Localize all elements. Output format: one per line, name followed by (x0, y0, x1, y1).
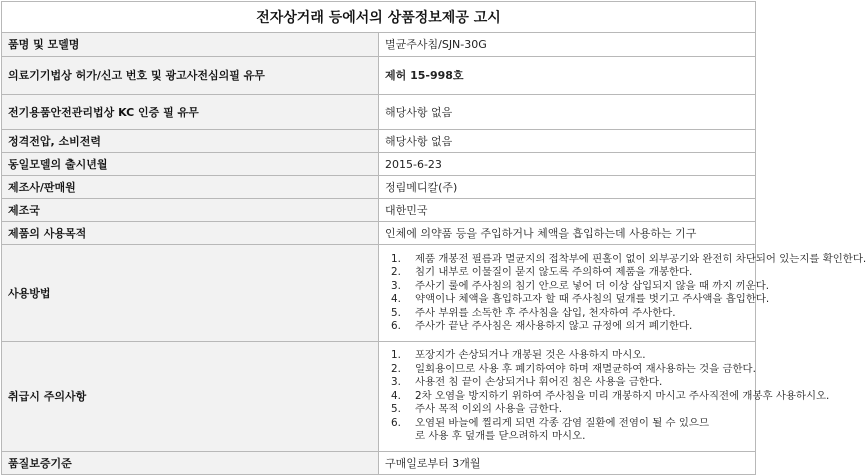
table-row (2, 130, 756, 153)
row-label: 품명 및 모델명 (2, 33, 379, 57)
row-value: 정림메디칼(주) (379, 176, 756, 199)
row-value: 대한민국 (379, 199, 756, 222)
row-label: 전기용품안전관리법상 KC 인증 필 유무 (2, 95, 379, 130)
list-item: 오염된 바늘에 찔리게 되면 각종 감염 질환에 전염이 될 수 있으므로 사용 후 덮개를 닫으려하지 마시오. (415, 416, 709, 443)
warranty-label: 품질보증기준 (2, 452, 379, 475)
list-item: 제품 개봉전 필름과 멸균지의 접착부에 핀홀이 없이 외부공기와 완전히 차단되어 있는지를 확인한다. (415, 252, 866, 265)
list-item: 사용전 침 끝이 손상되거나 휘어진 침은 사용을 금한다. (415, 376, 663, 389)
row-label: 제품의 사용목적 (2, 222, 379, 245)
list-item: 침기 내부로 이물질이 묻지 않도록 주의하여 제품을 개봉한다. (415, 266, 693, 278)
list-item: 일회용이므로 사용 후 폐기하여야 하며 재멸균하여 재사용하는 것을 금한다. (415, 362, 756, 375)
table-row (2, 95, 756, 130)
list-item: 약액이나 체액을 흡입하고자 할 때 주사침의 덮개를 벗기고 주사액을 흡입한다. (415, 293, 770, 305)
usage-instructions (379, 245, 866, 342)
list-item: 주사기 룰에 주사침의 침기 안으로 넣어 더 이상 삽입되지 않을 때 까지 끼운다. (415, 279, 770, 292)
caution-row (2, 342, 756, 452)
list-item: 포장지가 손상되거나 개봉된 것은 사용하지 마시오. (415, 349, 646, 362)
table-row (2, 33, 756, 57)
warranty-value: 구매일로부터 3개월 (379, 452, 756, 475)
title-row (2, 2, 756, 33)
table-row (2, 153, 756, 176)
row-label: 제조사/판매원 (2, 176, 379, 199)
table-row (2, 222, 756, 245)
product-info-table (1, 1, 866, 475)
row-value: 해당사항 없음 (379, 95, 756, 130)
usage-label: 사용방법 (2, 245, 379, 342)
row-value: 인체에 의약품 등을 주입하거나 체액을 흡입하는데 사용하는 기구 (379, 222, 756, 245)
usage-row (2, 245, 756, 342)
list-item: 주사 목적 이외의 사용을 금한다. (415, 403, 562, 416)
row-value: 제허 15-998호 (379, 57, 756, 95)
list-item: 주사 부위를 소독한 후 주사침을 삽입, 천자하여 주사한다. (415, 306, 676, 319)
list-item: 2차 오염을 방지하기 위하여 주사침을 미리 개봉하지 마시고 주사직전에 개봉후 사용하시오. (415, 389, 830, 402)
caution-notes (379, 342, 830, 452)
row-label: 제조국 (2, 199, 379, 222)
table-row (2, 199, 756, 222)
row-value: 멸균주사침/SJN-30G (379, 33, 756, 57)
caution-list (385, 349, 830, 444)
usage-list (385, 252, 866, 334)
row-label: 정격전압, 소비전력 (2, 130, 379, 153)
row-value: 해당사항 없음 (379, 130, 756, 153)
row-value: 2015-6-23 (379, 153, 756, 176)
table-row (2, 57, 756, 95)
caution-label: 취급시 주의사항 (2, 342, 379, 452)
product-info-notice (1, 1, 866, 475)
table-row (2, 452, 756, 475)
row-label: 동일모델의 출시년월 (2, 153, 379, 176)
row-label: 의료기기법상 허가/신고 번호 및 광고사전심의필 유무 (2, 57, 379, 95)
list-item: 주사가 끝난 주사침은 재사용하지 않고 규정에 의거 폐기한다. (415, 320, 693, 332)
table-row (2, 176, 756, 199)
table-title: 전자상거래 등에서의 상품정보제공 고시 (2, 2, 756, 33)
